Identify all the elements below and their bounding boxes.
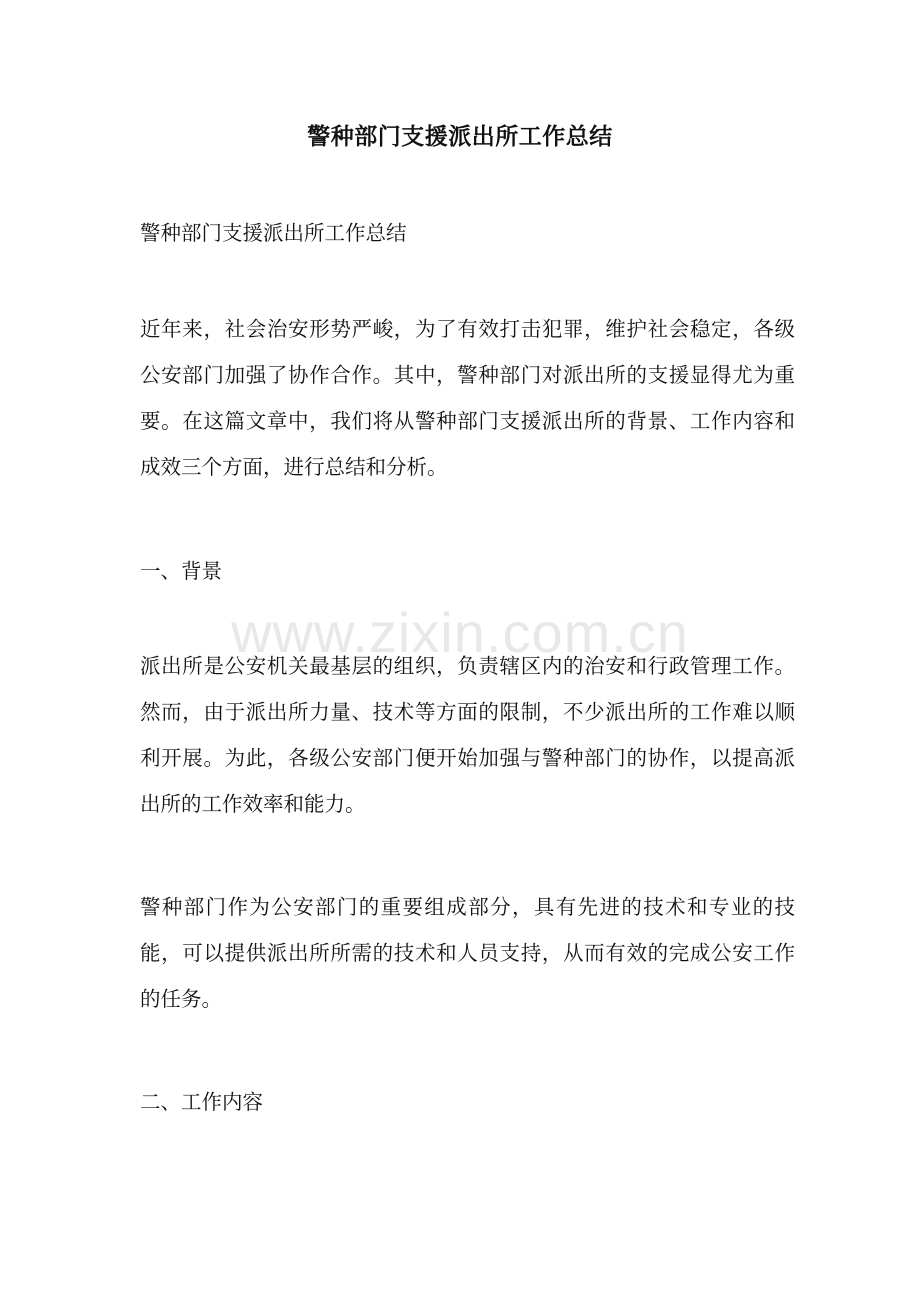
section-heading-work-content: 二、工作内容 [140, 1090, 263, 1114]
document-title: 警种部门支援派出所工作总结 [307, 123, 613, 150]
section-heading-background: 一、背景 [140, 559, 222, 583]
background-paragraph-2: 警种部门作为公安部门的重要组成部分，具有先进的技术和专业的技能，可以提供派出所所需的技术和人员支持，从而有效的完成公安工作的任务。 [140, 895, 795, 1011]
intro-paragraph: 近年来，社会治安形势严峻，为了有效打击犯罪，维护社会稳定，各级公安部门加强了协作合作。其中，警种部门对派出所的支援显得尤为重要。在这篇文章中，我们将从警种部门支援派出所的背景、工作内容和成效三个方面，进行总结和分析。 [140, 317, 795, 479]
document-subtitle: 警种部门支援派出所工作总结 [140, 221, 407, 245]
watermark: www.zixin.com.cn [231, 601, 689, 664]
background-paragraph-1: 派出所是公安机关最基层的组织，负责辖区内的治安和行政管理工作。然而，由于派出所力量、技术等方面的限制，不少派出所的工作难以顺利开展。为此，各级公安部门便开始加强与警种部门的协作，以提高派出所的工作效率和能力。 [140, 654, 795, 816]
